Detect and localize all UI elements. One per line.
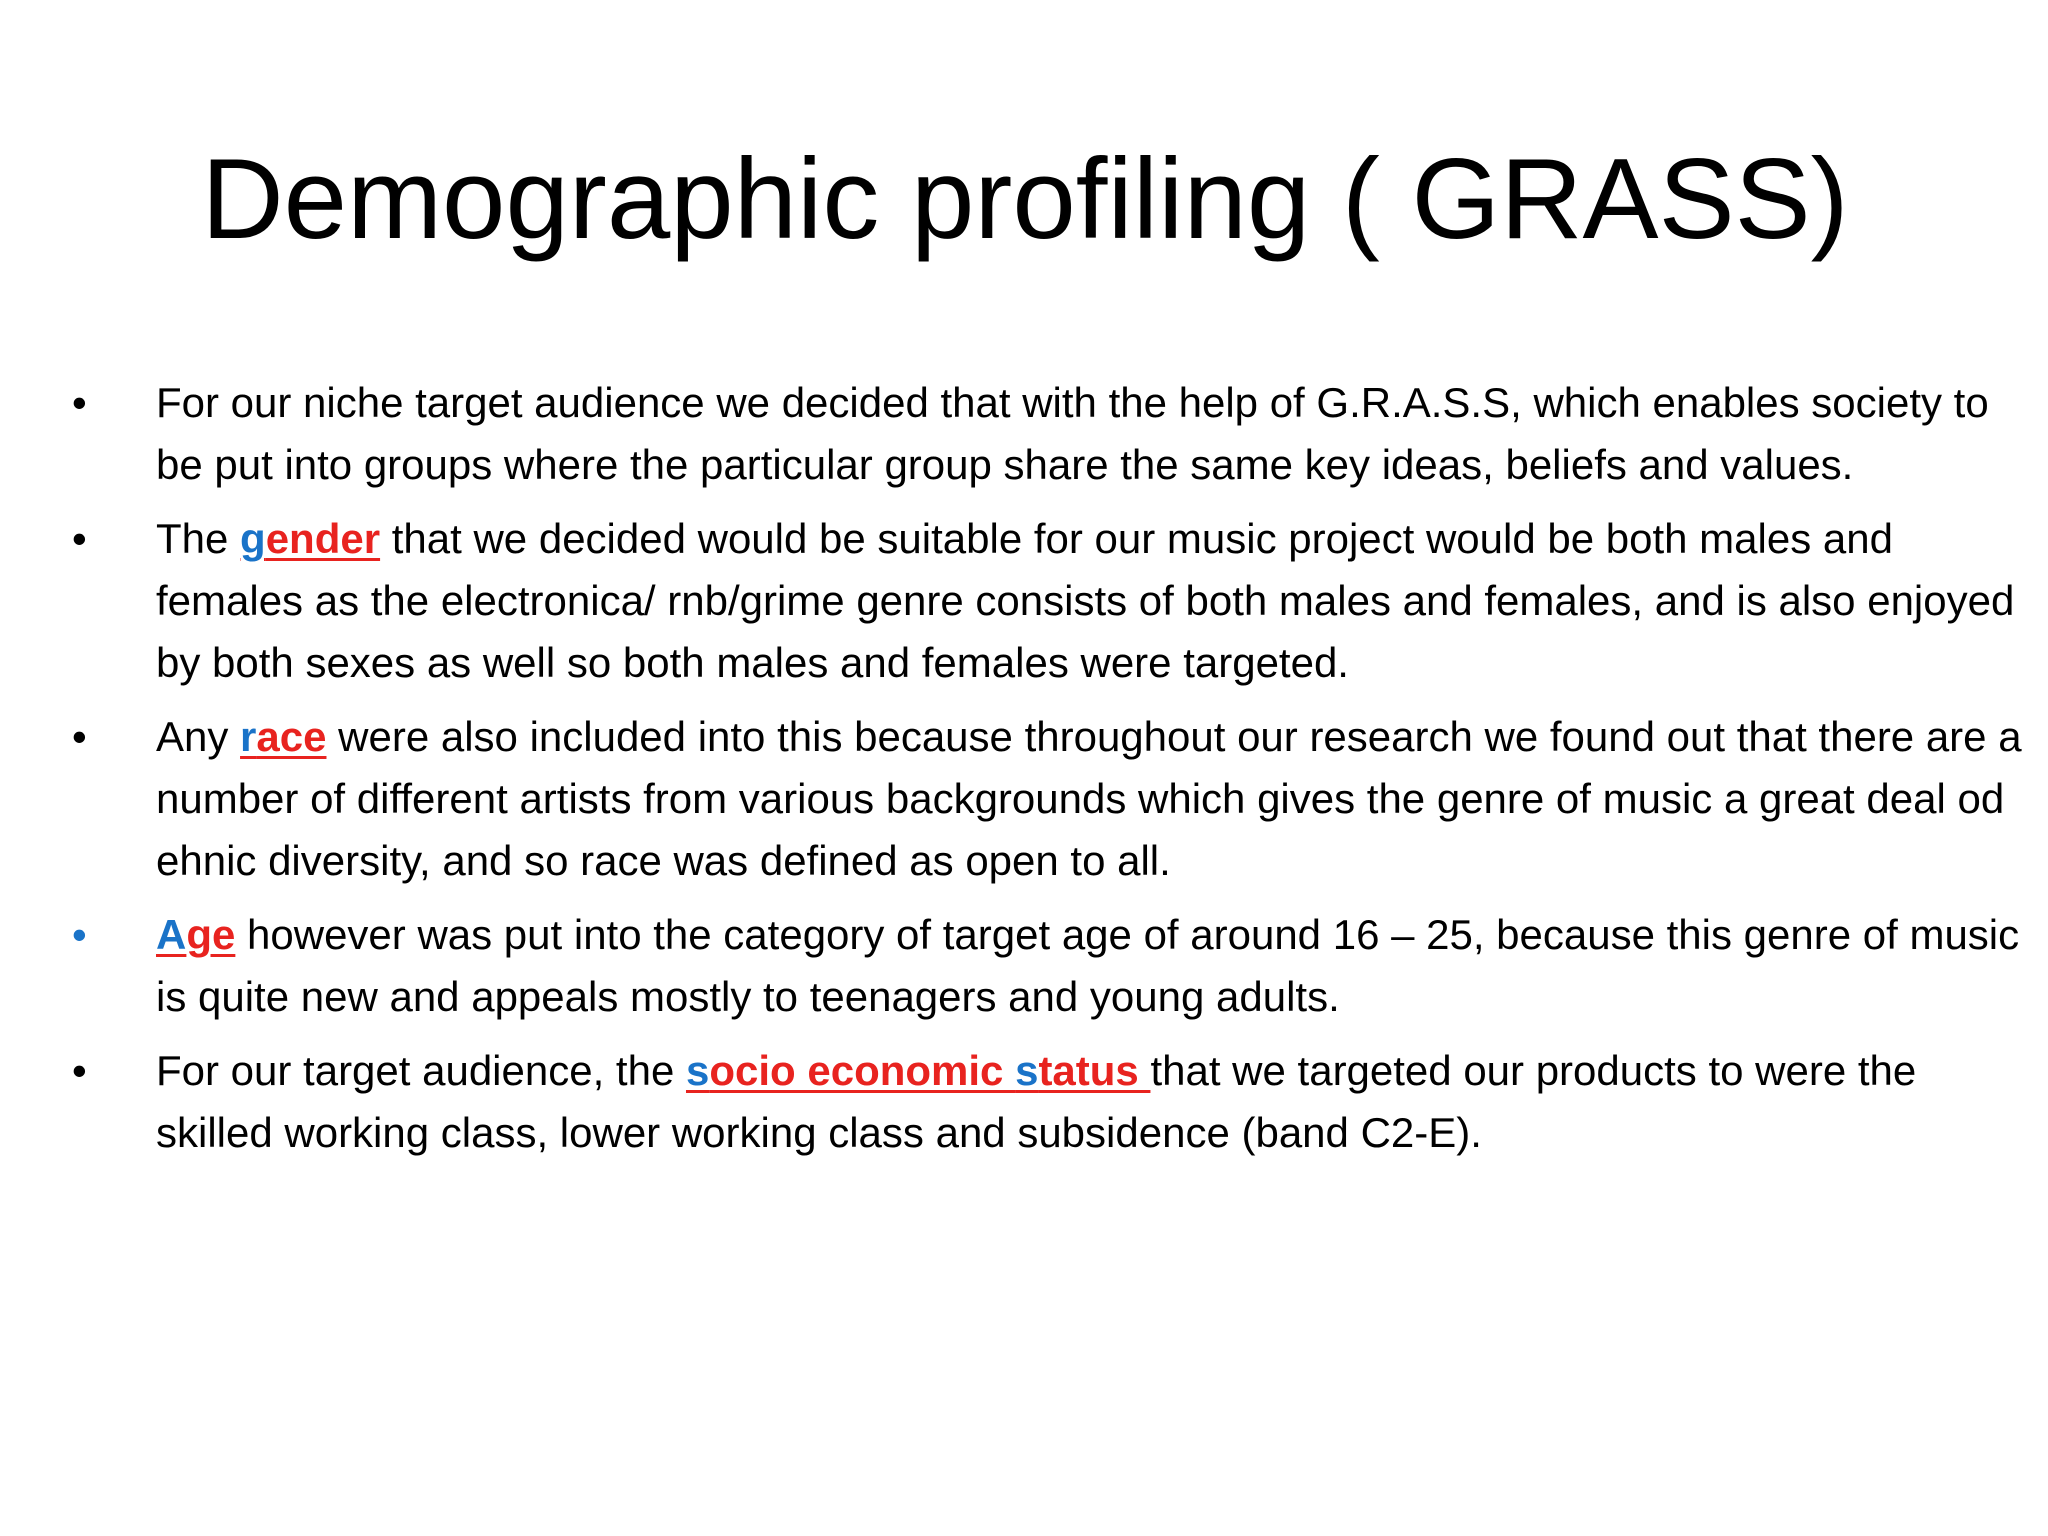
keyword-age [156, 911, 235, 958]
bullet-dot-icon: • [72, 1047, 87, 1094]
bullet-item-race [72, 706, 2028, 892]
bullet-dot-icon: • [72, 379, 87, 426]
bullet-dot-icon: • [72, 515, 87, 562]
bullet-text-after: however was put into the category of target age of around 16 – 25, because this genre of music is quite new and appeals mostly to teenagers and young adults. [156, 911, 2020, 1020]
keyword-initial: r [240, 713, 257, 760]
bullet-item-socio-economic-status [72, 1040, 2028, 1164]
bullet-text-before: For our target audience, the [156, 1047, 686, 1094]
keyword-rest: tatus [1038, 1047, 1151, 1094]
bullet-item-intro [72, 372, 2028, 496]
bullet-text-after: were also included into this because throughout our research we found out that there are a number of different artists from various backgrounds which gives the genre of music a great deal od ehnic diversity, and so race was defined as open to all. [156, 713, 2022, 884]
keyword-rest: ender [265, 515, 381, 562]
slide-title: Demographic profiling ( GRASS) [201, 136, 1849, 263]
keyword-initial: A [156, 911, 187, 958]
keyword-initial: s [685, 1047, 710, 1094]
bullet-dot-icon: • [72, 911, 87, 958]
keyword-initial: s [1015, 1047, 1039, 1094]
bullet-dot-icon: • [72, 713, 87, 760]
keyword-rest: ge [186, 911, 236, 958]
bullet-item-age [72, 904, 2028, 1028]
bullet-text-before: Any [156, 713, 241, 760]
keyword-socio-economic-status [686, 1047, 1150, 1094]
bullet-text-before: The [156, 515, 241, 562]
bullet-text: For our niche target audience we decided that with the help of G.R.A.S.S, which enables society to be put into groups where the particular group share the same key ideas, beliefs and values. [156, 379, 1989, 488]
keyword-rest: ace [256, 713, 327, 760]
bullet-item-gender [72, 508, 2028, 694]
keyword-initial: g [240, 515, 266, 562]
keyword-rest: ocio economic [709, 1047, 1016, 1094]
bullet-list [72, 372, 2032, 1176]
keyword-race [240, 713, 326, 760]
bullet-text-after: that we targeted our products to were the skilled working class, lower working class and subsidence (band C2-E). [156, 1047, 1917, 1156]
keyword-gender [240, 515, 380, 562]
bullet-text-after: that we decided would be suitable for our music project would be both males and females as the electronica/ rnb/grime genre consists of both males and females, and is also enjoyed by both sexes as well so both males and females were targeted. [156, 515, 2015, 686]
